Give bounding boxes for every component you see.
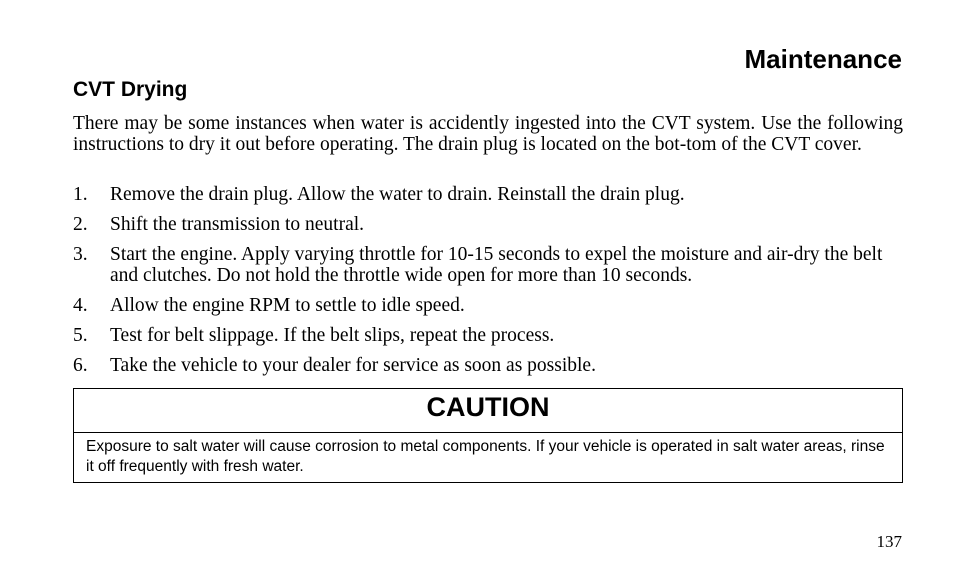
step-number: 4. [73, 295, 88, 316]
step-text: Remove the drain plug. Allow the water to drain. Reinstall the drain plug. [110, 184, 685, 205]
step-number: 5. [73, 325, 88, 346]
section-title: CVT Drying [73, 78, 188, 101]
step-number: 6. [73, 355, 88, 376]
intro-paragraph: There may be some instances when water is accidently ingested into the CVT system. Use the following instructions to dry it out before operating. The drain plug is located on the bot-tom of the CVT cover. [73, 113, 903, 155]
chapter-title: Maintenance [744, 44, 902, 74]
step-item [73, 295, 903, 316]
step-number: 3. [73, 244, 88, 265]
step-text: Start the engine. Apply varying throttle for 10-15 seconds to expel the moisture and air-dry the belt and clutches. Do not hold the throttle wide open for more than 10 seconds. [110, 244, 883, 286]
step-item [73, 214, 903, 235]
page-number: 137 [876, 532, 902, 551]
step-item [73, 244, 903, 286]
step-text: Allow the engine RPM to settle to idle speed. [110, 295, 465, 316]
step-number: 2. [73, 214, 88, 235]
step-number: 1. [73, 184, 88, 205]
step-text: Take the vehicle to your dealer for service as soon as possible. [110, 355, 596, 376]
steps-list [73, 184, 903, 385]
step-item [73, 184, 903, 205]
caution-heading: CAUTION [74, 389, 902, 433]
step-text: Test for belt slippage. If the belt slips, repeat the process. [110, 325, 555, 346]
caution-box [73, 388, 903, 483]
step-text: Shift the transmission to neutral. [110, 214, 365, 235]
step-item [73, 325, 903, 346]
caution-text: Exposure to salt water will cause corrosion to metal components. If your vehicle is operated in salt water areas, rinse it off frequently with fresh water. [86, 438, 885, 475]
step-item [73, 355, 903, 376]
